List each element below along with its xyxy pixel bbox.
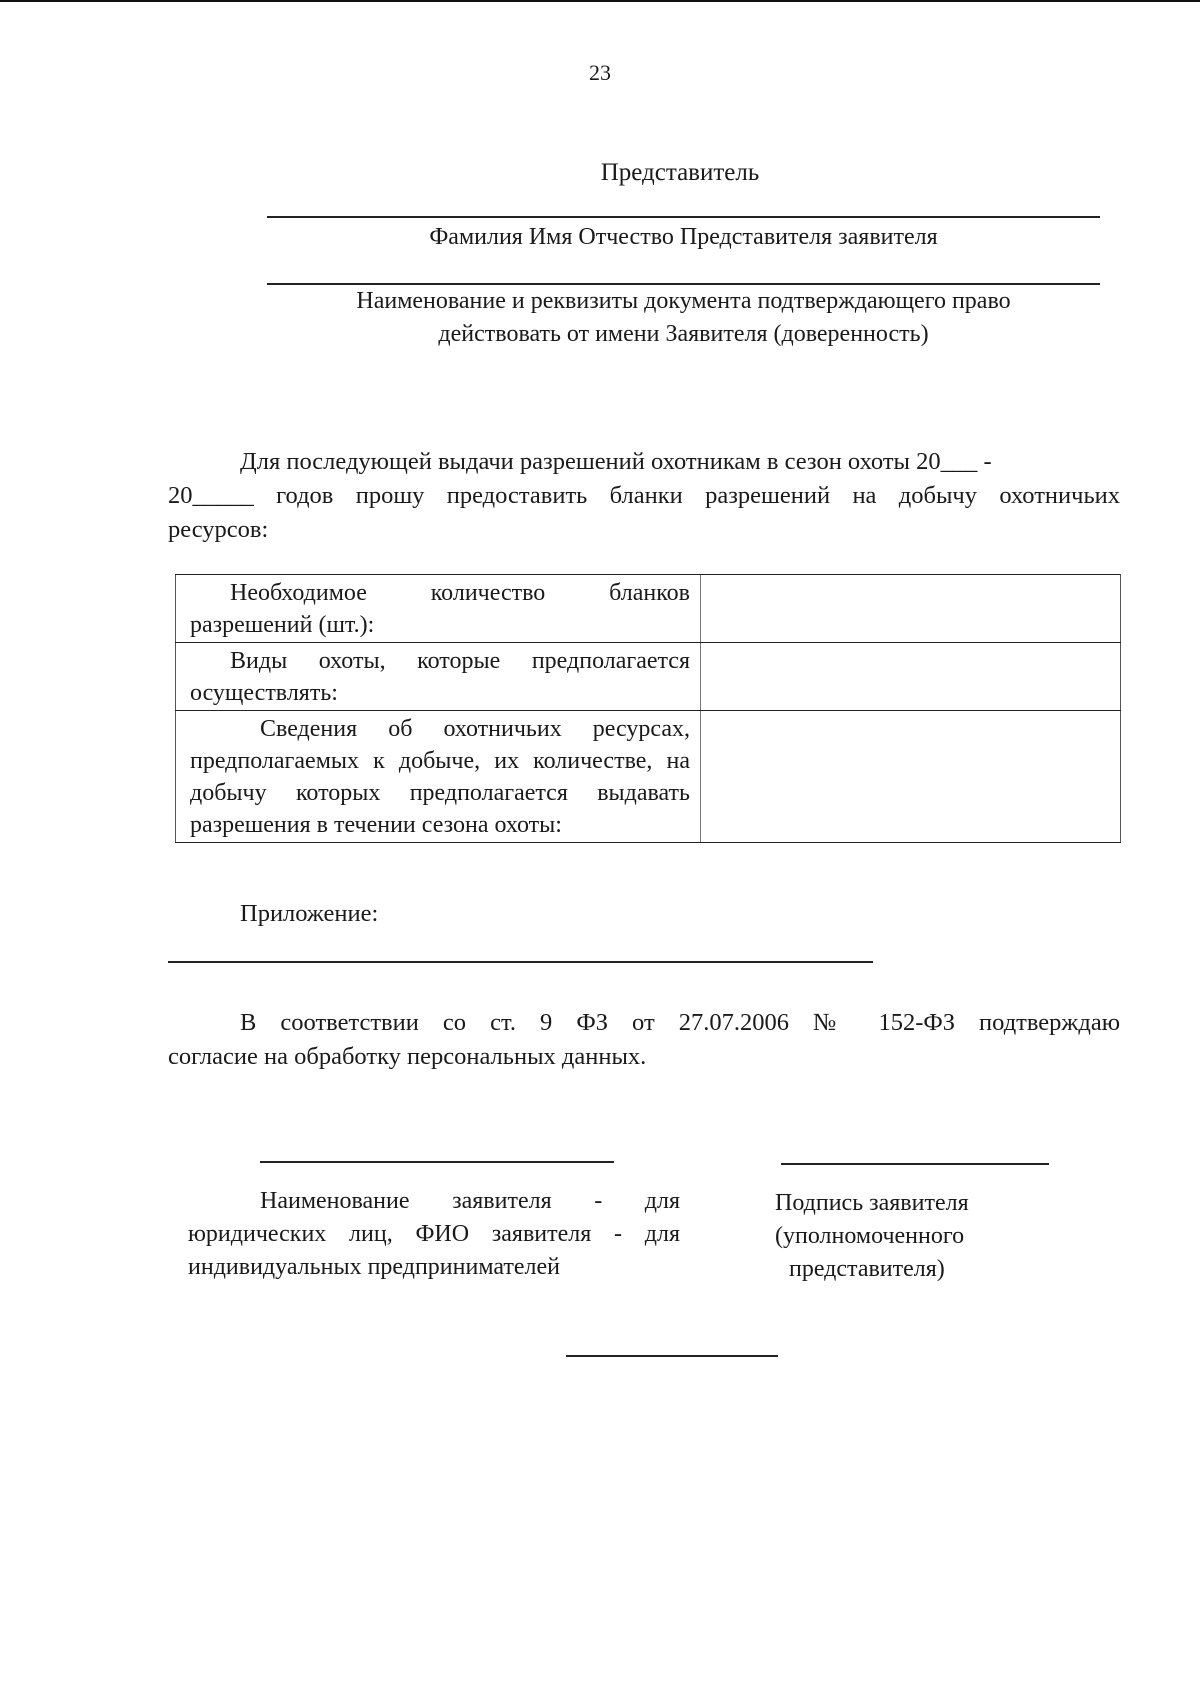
- request-paragraph-line-2: 20_____ годов прошу предоставить бланки разрешений на добычу охотничьих: [168, 482, 1120, 509]
- table-row: [176, 575, 1121, 643]
- applicant-name-caption-2: юридических лиц, ФИО заявителя - для: [188, 1221, 680, 1247]
- signature-caption-1: Подпись заявителя: [775, 1190, 969, 1216]
- table-row-value[interactable]: [701, 643, 1121, 711]
- table-row-label: Сведения об охотничьих ресурсах, предполагаемых к добыче, их количестве, на добычу которых предполагается выдавать разрешения в течении сезона охоты:: [176, 711, 701, 843]
- representative-name-caption: Фамилия Имя Отчество Представителя заявителя: [429, 224, 938, 250]
- table-row: [176, 711, 1121, 843]
- signature-caption-3: представителя): [789, 1256, 945, 1282]
- table-row-label: Необходимое количество бланков разрешений (шт.):: [176, 575, 701, 643]
- applicant-name-line: [260, 1161, 614, 1163]
- attachment-label: Приложение:: [240, 900, 379, 927]
- signature-line: [781, 1163, 1049, 1165]
- applicant-name-caption-3: индивидуальных предпринимателей: [188, 1254, 560, 1280]
- request-paragraph-line-1: Для последующей выдачи разрешений охотникам в сезон охоты 20___ -: [240, 448, 992, 475]
- table-row-label: Виды охоты, которые предполагается осуществлять:: [176, 643, 701, 711]
- representative-document-caption-2: действовать от имени Заявителя (доверенность): [438, 321, 929, 347]
- attachment-line: [168, 961, 873, 963]
- request-paragraph-line-3: ресурсов:: [168, 516, 269, 543]
- page-number: 23: [589, 60, 611, 85]
- footer-line: [566, 1355, 778, 1357]
- page-top-border: [0, 0, 1200, 2]
- signature-caption-2: (уполномоченного: [775, 1223, 965, 1249]
- table-row: [176, 643, 1121, 711]
- table-row-value[interactable]: [701, 575, 1121, 643]
- representative-document-caption-1: Наименование и реквизиты документа подтверждающего право: [356, 288, 1011, 314]
- representative-name-line: [267, 216, 1100, 218]
- consent-line-2: согласие на обработку персональных данных.: [168, 1043, 647, 1070]
- requirements-table: [175, 574, 1121, 843]
- consent-line-1: В соответствии со ст. 9 ФЗ от 27.07.2006 № 152-ФЗ подтверждаю: [240, 1009, 1120, 1036]
- table-row-value[interactable]: [701, 711, 1121, 843]
- applicant-name-caption-1: Наименование заявителя - для: [260, 1188, 680, 1214]
- representative-heading: Представитель: [600, 159, 760, 186]
